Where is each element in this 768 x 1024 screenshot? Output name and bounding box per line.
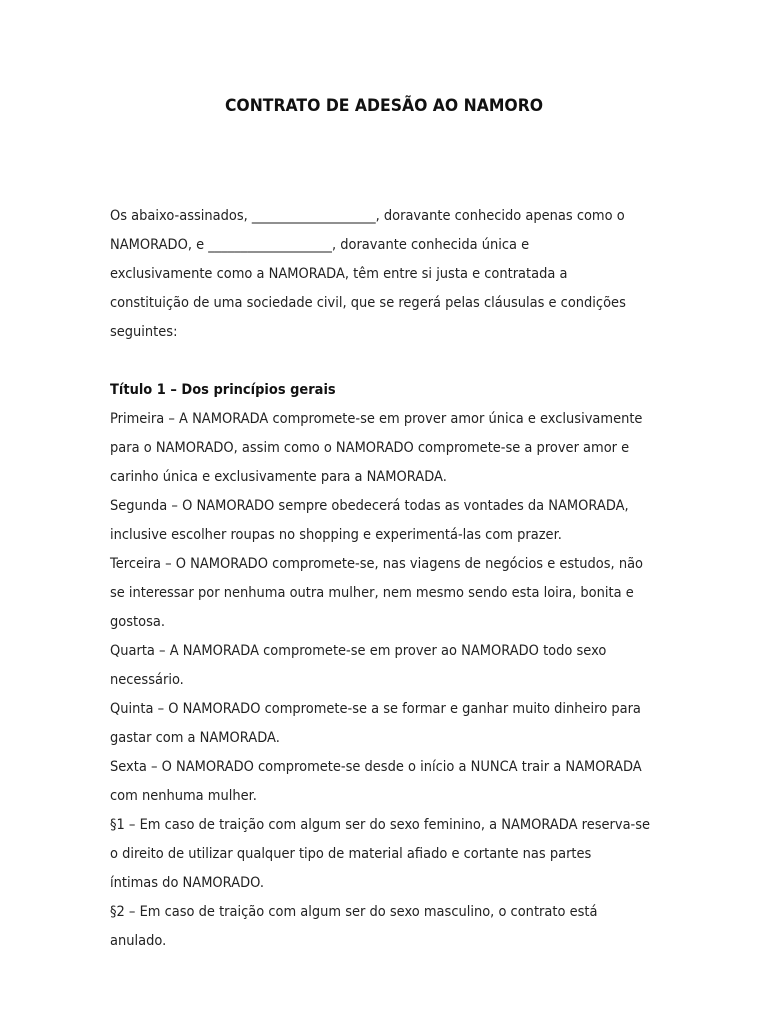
clause-line: gostosa. bbox=[110, 614, 165, 630]
clause-line: Terceira – O NAMORADO compromete-se, nas viagens de negócios e estudos, não bbox=[110, 556, 644, 572]
clause-line: inclusive escolher roupas no shopping e experimentá-las com prazer. bbox=[110, 527, 562, 543]
clause-line: Primeira – A NAMORADA compromete-se em prover amor única e exclusivamente bbox=[110, 411, 643, 427]
clause-line: anulado. bbox=[110, 933, 167, 949]
clause-line: carinho única e exclusivamente para a NAMORADA. bbox=[110, 469, 447, 485]
intro-paragraph bbox=[110, 202, 670, 347]
clause-line: Quinta – O NAMORADO compromete-se a se formar e ganhar muito dinheiro para bbox=[110, 701, 641, 717]
paragraph-gap bbox=[110, 347, 670, 376]
clause-line: se interessar por nenhuma outra mulher, nem mesmo sendo esta loira, bonita e bbox=[110, 585, 634, 601]
clause-line: Quarta – A NAMORADA compromete-se em prover ao NAMORADO todo sexo bbox=[110, 643, 607, 659]
intro-line: NAMORADO, e ___________________, doravante conhecida única e bbox=[110, 237, 530, 253]
clause-line: com nenhuma mulher. bbox=[110, 788, 257, 804]
document-body bbox=[110, 202, 670, 956]
clause-line: íntimas do NAMORADO. bbox=[110, 875, 264, 891]
clause-line: §2 – Em caso de traição com algum ser do sexo masculino, o contrato está bbox=[110, 904, 598, 920]
clause-line: gastar com a NAMORADA. bbox=[110, 730, 280, 746]
intro-line: constituição de uma sociedade civil, que se regerá pelas cláusulas e condições bbox=[110, 295, 626, 311]
clause-line: §1 – Em caso de traição com algum ser do sexo feminino, a NAMORADA reserva-se bbox=[110, 817, 651, 833]
clause-line: para o NAMORADO, assim como o NAMORADO compromete-se a prover amor e bbox=[110, 440, 630, 456]
clause-line: Sexta – O NAMORADO compromete-se desde o início a NUNCA trair a NAMORADA bbox=[110, 759, 642, 775]
intro-line: exclusivamente como a NAMORADA, têm entre si justa e contratada a bbox=[110, 266, 568, 282]
clause-line: o direito de utilizar qualquer tipo de material afiado e cortante nas partes bbox=[110, 846, 592, 862]
section-1 bbox=[110, 376, 670, 956]
clause-line: Segunda – O NAMORADO sempre obedecerá todas as vontades da NAMORADA, bbox=[110, 498, 629, 514]
clause-line: necessário. bbox=[110, 672, 184, 688]
intro-line: Os abaixo-assinados, ___________________, doravante conhecido apenas como o bbox=[110, 208, 625, 224]
document-title: CONTRATO DE ADESÃO AO NAMORO bbox=[224, 96, 544, 116]
section-title: Título 1 – Dos princípios gerais bbox=[110, 382, 336, 398]
intro-line: seguintes: bbox=[110, 324, 178, 340]
